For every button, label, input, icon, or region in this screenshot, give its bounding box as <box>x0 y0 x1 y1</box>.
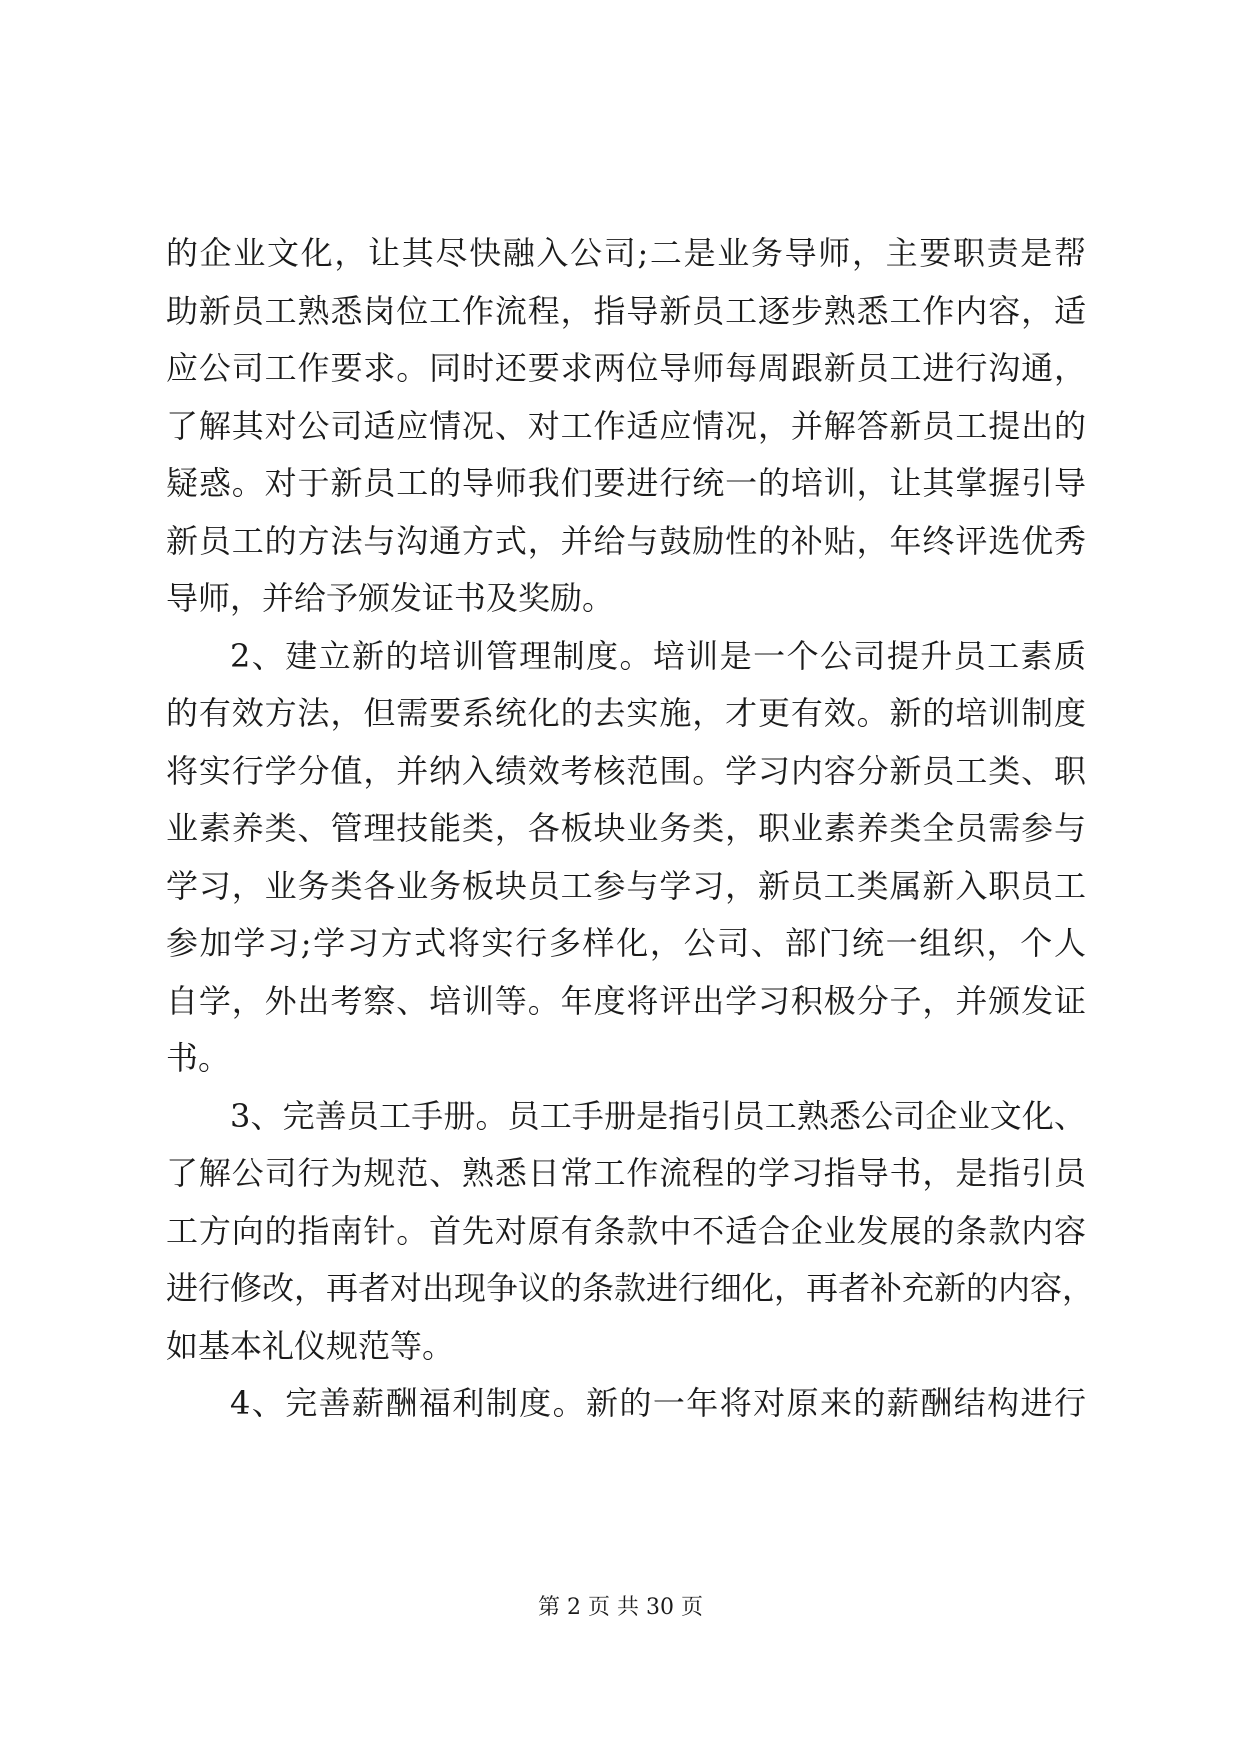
text-line: 了解其对公司适应情况、对工作适应情况，并解答新员工提出的 <box>166 406 1086 445</box>
text-line: 疑惑。对于新员工的导师我们要进行统一的培训，让其掌握引导 <box>166 464 1086 502</box>
page-number-footer: 第 2 页 共 30 页 <box>538 1595 703 1620</box>
text-line: 了解公司行为规范、熟悉日常工作流程的学习指导书，是指引员 <box>166 1154 1086 1192</box>
text-line: 助新员工熟悉岗位工作流程，指导新员工逐步熟悉工作内容，适 <box>166 291 1086 330</box>
text-line: 参加学习;学习方式将实行多样化，公司、部门统一组织，个人 <box>166 924 1086 962</box>
paragraph-4-first-line: 4、完善薪酬福利制度。新的一年将对原来的薪酬结构进行 <box>230 1384 1086 1422</box>
text-line: 如基本礼仪规范等。 <box>166 1326 455 1365</box>
text-line: 学习，业务类各业务板块员工参与学习，新员工类属新入职员工 <box>166 866 1086 905</box>
text-line: 业素养类、管理技能类，各板块业务类，职业素养类全员需参与 <box>166 809 1086 847</box>
document-body <box>166 225 1095 1433</box>
text-line: 工方向的指南针。首先对原有条款中不适合企业发展的条款内容 <box>166 1211 1086 1250</box>
text-line: 将实行学分值，并纳入绩效考核范围。学习内容分新员工类、职 <box>166 751 1086 790</box>
text-line: 的企业文化，让其尽快融入公司;二是业务导师，主要职责是帮 <box>166 234 1086 272</box>
paragraph-3-first-line: 3、完善员工手册。员工手册是指引员工熟悉公司企业文化、 <box>230 1096 1086 1135</box>
text-line: 书。 <box>166 1039 231 1077</box>
text-line: 导师，并给予颁发证书及奖励。 <box>166 579 615 617</box>
text-line: 进行修改，再者对出现争议的条款进行细化，再者补充新的内容， <box>166 1269 1095 1307</box>
text-line: 的有效方法，但需要系统化的去实施，才更有效。新的培训制度 <box>166 694 1086 732</box>
text-line: 应公司工作要求。同时还要求两位导师每周跟新员工进行沟通， <box>166 349 1086 387</box>
text-line: 自学，外出考察、培训等。年度将评出学习积极分子，并颁发证 <box>166 981 1086 1020</box>
paragraph-2-first-line: 2、建立新的培训管理制度。培训是一个公司提升员工素质 <box>230 636 1086 675</box>
text-line: 新员工的方法与沟通方式，并给与鼓励性的补贴，年终评选优秀 <box>166 521 1086 560</box>
